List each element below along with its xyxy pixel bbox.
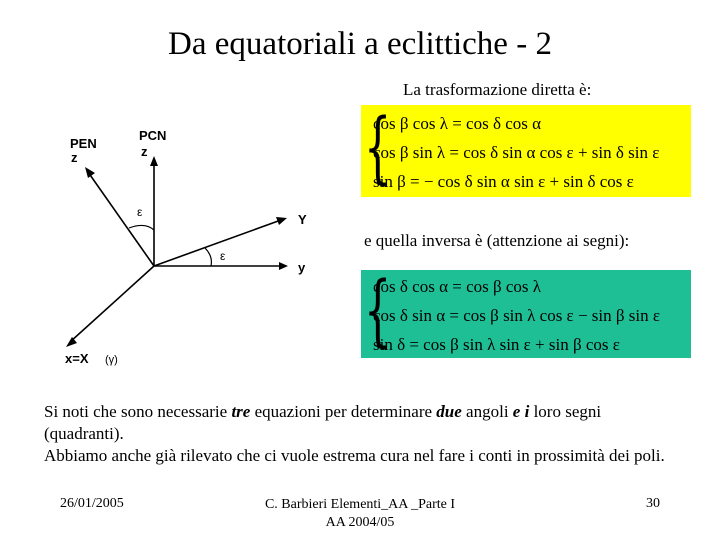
pcn-arrowhead xyxy=(150,156,158,166)
left-brace-icon: { xyxy=(364,266,392,356)
coordinate-axes-diagram xyxy=(55,120,325,370)
direct-transform-label: La trasformazione diretta è: xyxy=(403,80,592,99)
inverse-transform-label: e quella inversa è (attenzione ai segni): xyxy=(364,231,630,250)
Y-arrowhead xyxy=(276,217,287,225)
footer-date: 26/01/2005 xyxy=(60,496,124,511)
pen-arrowhead xyxy=(85,167,95,178)
inverse-equations-box xyxy=(361,266,691,358)
inverse-equation-1: cos δ cos α = cos β cos λ xyxy=(373,277,542,296)
note-text-5: loro segni (quadranti). xyxy=(44,402,602,443)
pen-label: PEN xyxy=(70,136,97,151)
note-text-line2: Abbiamo anche già rilevato che ci vuole estrema cura nel fare i conti in prossimità dei poli. xyxy=(44,446,665,465)
pen-z-label: z xyxy=(71,150,78,165)
pcn-z-label: z xyxy=(141,144,148,159)
gamma-label: (γ) xyxy=(105,354,118,366)
pen-axis xyxy=(88,172,154,266)
y-arrowhead xyxy=(279,262,288,270)
note-text-1: Si noti che sono necessarie xyxy=(44,402,232,421)
epsilon-arc-upper xyxy=(129,225,154,230)
x-axis xyxy=(70,266,154,342)
inverse-equation-3: sin δ = cos β sin λ sin ε + sin β cos ε xyxy=(373,335,620,354)
slide-title: Da equatoriali a eclittiche - 2 xyxy=(168,26,552,62)
x-arrowhead xyxy=(66,337,77,347)
direct-equation-3: sin β = − cos δ sin α sin ε + sin δ cos ε xyxy=(373,172,634,191)
note-emph-due: due xyxy=(436,402,462,421)
direct-equations-box xyxy=(361,105,691,197)
epsilon-label-upper: ε xyxy=(137,205,143,219)
footer-author-line1: C. Barbieri Elementi_AA _Parte I xyxy=(264,497,456,512)
pcn-label: PCN xyxy=(139,128,167,143)
note-emph-i: i xyxy=(524,402,530,421)
footer-author xyxy=(260,496,460,532)
epsilon-arc-lower xyxy=(205,248,211,266)
footer-author-line2: AA 2004/05 xyxy=(325,515,395,530)
explanatory-note xyxy=(44,401,684,467)
note-text-2: equazioni per determinare xyxy=(250,402,437,421)
Y-axis xyxy=(154,220,281,266)
note-emph-e: e xyxy=(512,402,521,421)
note-emph-tre: tre xyxy=(231,402,251,421)
Y-label: Y xyxy=(298,212,307,227)
epsilon-label-lower: ε xyxy=(220,249,226,263)
left-brace-icon: { xyxy=(364,103,392,193)
note-text-3: angoli xyxy=(461,402,513,421)
y-label: y xyxy=(298,260,306,275)
footer-page-number: 30 xyxy=(646,496,660,511)
inverse-equation-2: cos δ sin α = cos β sin λ cos ε − sin β sin ε xyxy=(373,306,660,325)
direct-equation-2: cos β sin λ = cos δ sin α cos ε + sin δ sin ε xyxy=(373,143,660,162)
direct-equation-1: cos β cos λ = cos δ cos α xyxy=(373,114,542,133)
xX-label: x=X xyxy=(65,351,89,366)
